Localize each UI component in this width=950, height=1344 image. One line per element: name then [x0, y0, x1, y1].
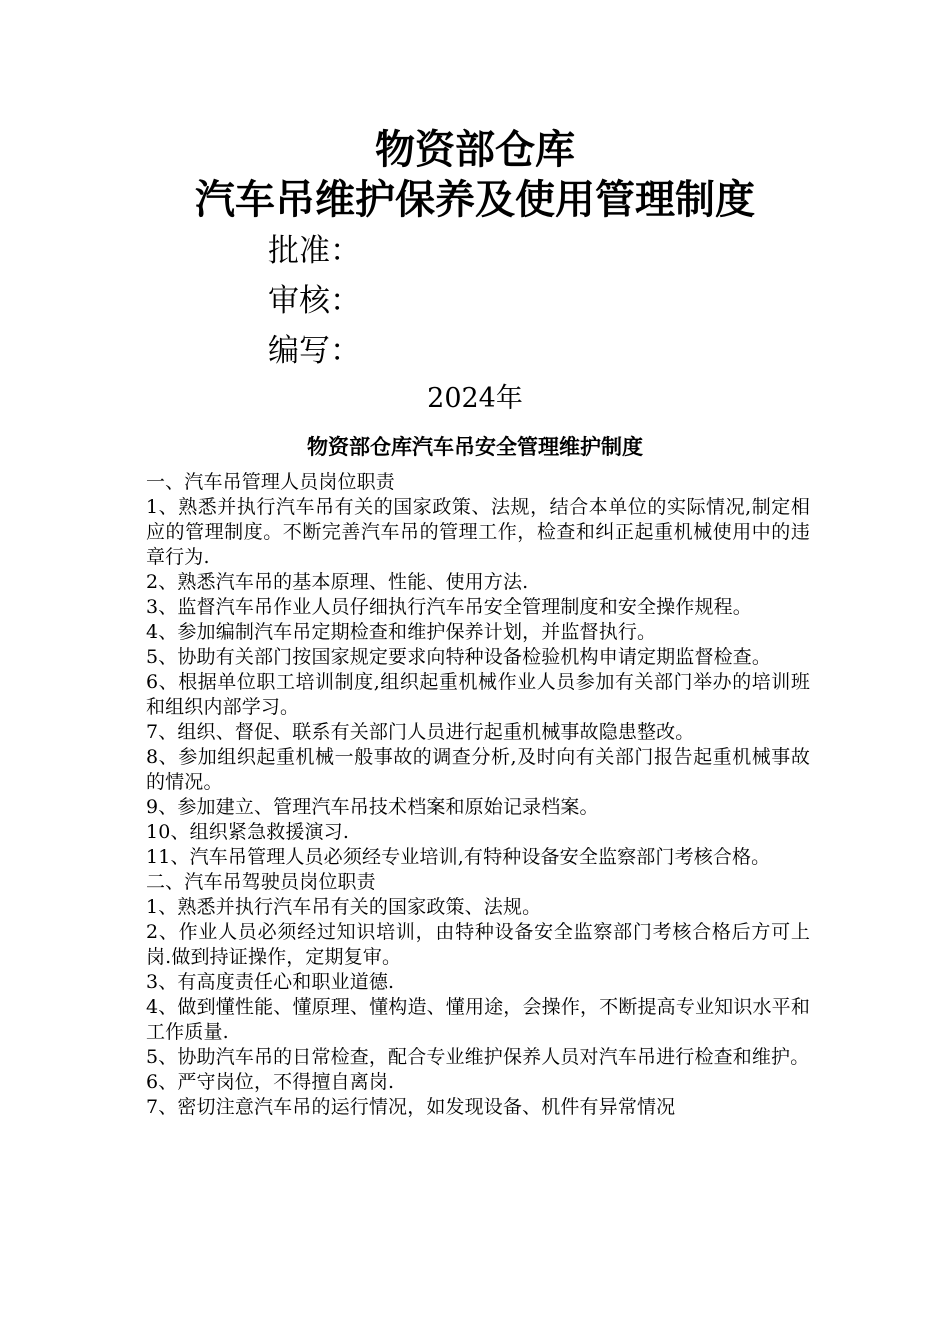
paragraph: 7、组织、督促、联系有关部门人员进行起重机械事故隐患整改。	[146, 721, 695, 743]
paragraph: 3、有高度责任心和职业道德.	[146, 971, 395, 993]
paragraph: 6、严守岗位，不得擅自离岗.	[146, 1071, 395, 1093]
paragraph: 1、熟悉并执行汽车吊有关的国家政策、法规。	[146, 896, 542, 918]
paragraph: 5、协助有关部门按国家规定要求向特种设备检验机构申请定期监督检查。	[146, 646, 772, 668]
approval-label: 批准：	[268, 233, 361, 269]
review-label: 审核：	[268, 283, 361, 319]
paragraph: 4、做到懂性能、懂原理、懂构造、懂用途，会操作，不断提高专业知识水平和工作质量.	[146, 996, 810, 1043]
section-heading: 物资部仓库汽车吊安全管理维护制度	[307, 435, 643, 459]
paragraph: 8、参加组织起重机械一般事故的调查分析,及时向有关部门报告起重机械事故的情况。	[146, 746, 810, 793]
paragraph: 11、汽车吊管理人员必须经专业培训,有特种设备安全监察部门考核合格。	[146, 846, 771, 868]
document-title-line2: 汽车吊维护保养及使用管理制度	[195, 177, 755, 223]
document-year: 2024年	[427, 383, 523, 414]
paragraph: 3、监督汽车吊作业人员仔细执行汽车吊安全管理制度和安全操作规程。	[146, 596, 752, 618]
paragraph: 6、根据单位职工培训制度,组织起重机械作业人员参加有关部门举办的培训班和组织内部学习。	[146, 671, 810, 718]
paragraph: 5、协助汽车吊的日常检查，配合专业维护保养人员对汽车吊进行检查和维护。	[146, 1046, 810, 1068]
paragraph-heading-2: 二、汽车吊驾驶员岗位职责	[146, 871, 376, 893]
paragraph: 7、密切注意汽车吊的运行情况，如发现设备、机件有异常情况	[146, 1096, 676, 1118]
paragraph-heading-1: 一、汽车吊管理人员岗位职责	[146, 471, 395, 493]
paragraph: 1、熟悉并执行汽车吊有关的国家政策、法规，结合本单位的实际情况,制定相应的管理制度。不断完善汽车吊的管理工作，检查和纠正起重机械使用中的违章行为.	[146, 496, 810, 568]
author-label: 编写：	[268, 333, 361, 369]
paragraph: 10、组织紧急救援演习.	[146, 821, 350, 843]
body-text	[146, 470, 810, 1120]
paragraph: 4、参加编制汽车吊定期检查和维护保养计划，并监督执行。	[146, 621, 657, 643]
paragraph: 2、熟悉汽车吊的基本原理、性能、使用方法.	[146, 571, 529, 593]
document-title-line1: 物资部仓库	[375, 127, 575, 173]
paragraph: 2、作业人员必须经过知识培训，由特种设备安全监察部门考核合格后方可上岗.做到持证操作，定期复审。	[146, 921, 810, 968]
paragraph: 9、参加建立、管理汽车吊技术档案和原始记录档案。	[146, 796, 599, 818]
